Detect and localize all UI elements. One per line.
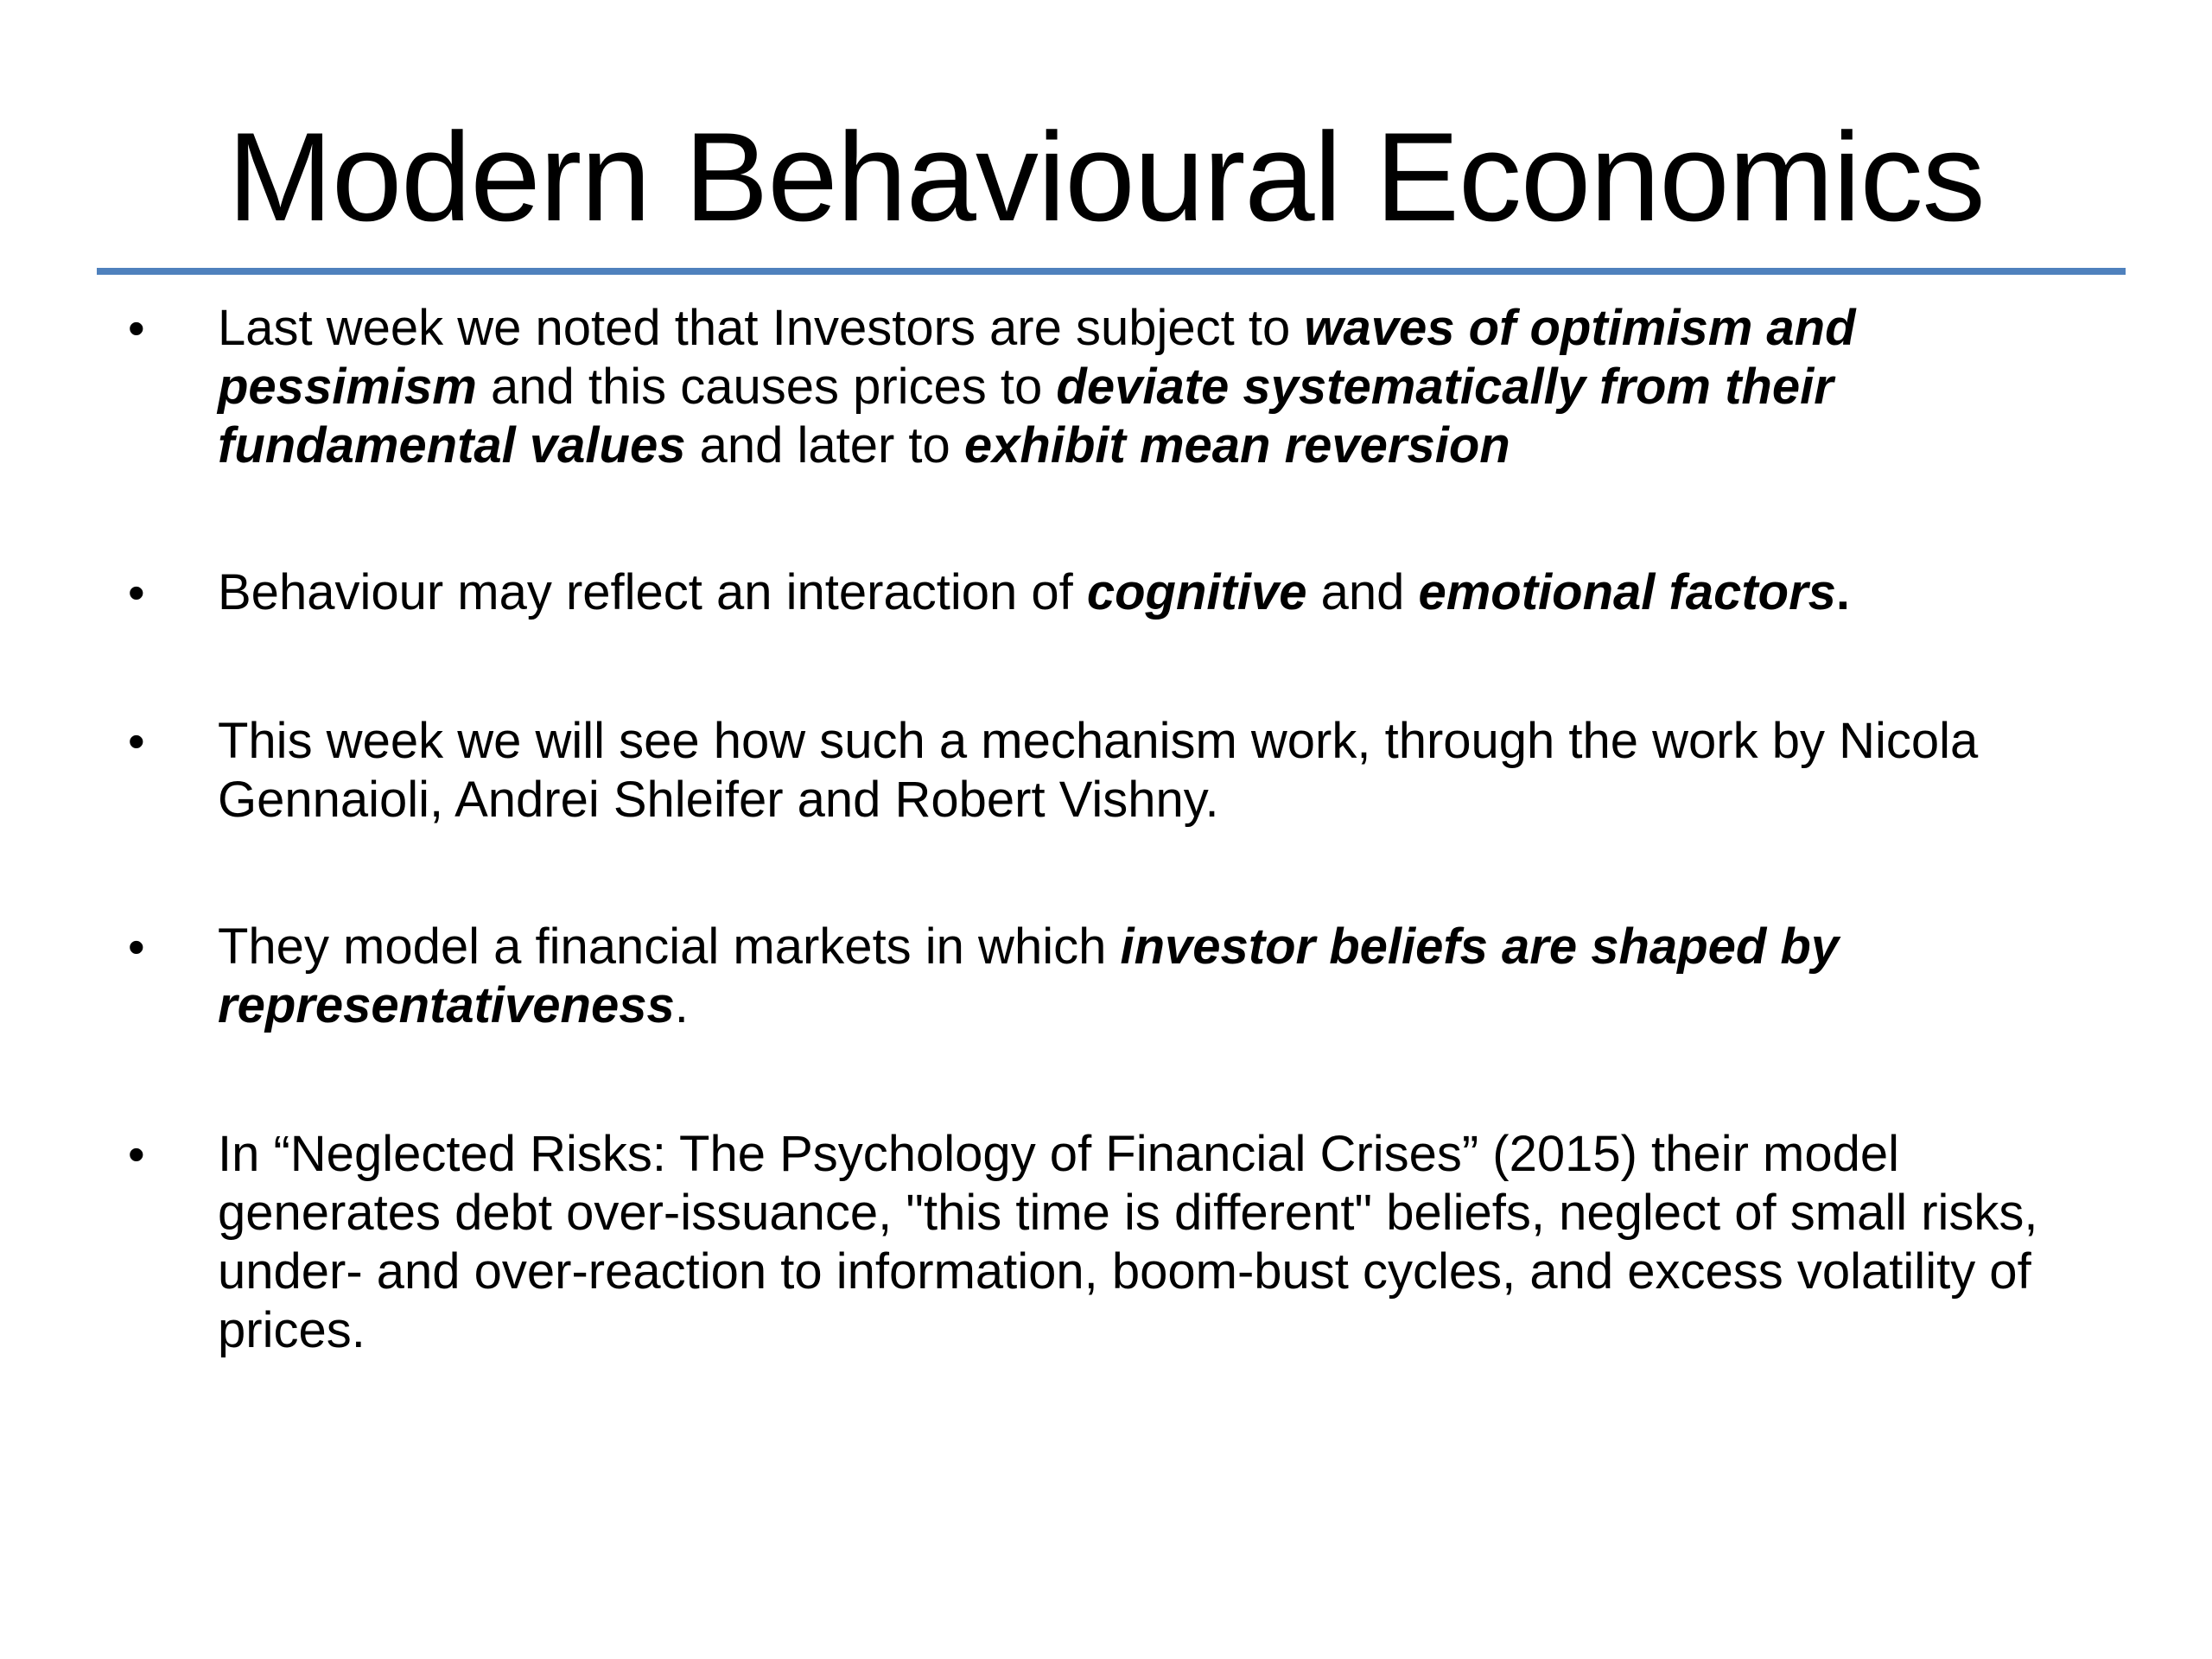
emphasis-text: deviate systematically from their fundamental values — [218, 359, 1834, 474]
bullet-marker: • — [128, 714, 145, 768]
bullet-text — [218, 299, 2101, 475]
text-segment: This week we will see how such a mechanism work, through the work by Nicola Gennaioli, Andrei Shleifer and Robert Vishny. — [218, 713, 1979, 828]
bullet-text — [218, 1125, 2101, 1360]
bullet-text — [218, 918, 2101, 1035]
bullet-marker: • — [128, 919, 145, 974]
slide-title: Modern Behavioural Economics — [227, 106, 1985, 247]
bullet-marker: • — [128, 301, 145, 355]
emphasis-text: cognitive — [1086, 564, 1307, 620]
bullet-marker: • — [128, 1127, 145, 1181]
text-segment: and this causes prices to — [476, 359, 1057, 415]
emphasis-text: emotional factors — [1418, 564, 1836, 620]
bullet-marker: • — [128, 565, 145, 620]
bullet-text — [218, 563, 2101, 622]
text-segment: and later to — [685, 417, 964, 474]
bullet-text — [218, 712, 2101, 830]
emphasis-text: investor beliefs are shaped by representativeness — [218, 918, 1840, 1033]
text-segment: and — [1306, 564, 1419, 620]
text-segment: Behaviour may reflect an interaction of — [218, 564, 1087, 620]
text-segment: . — [1835, 564, 1851, 620]
text-segment: In “Neglected Risks: The Psychology of Financial Crises” (2015) their model generates debt over-issuance, "this time is different" beliefs, neglect of small risks, under- and over-reaction to information, boom-bust cycles, and excess volatility of prices. — [218, 1126, 2038, 1358]
text-segment: Last week we noted that Investors are subject to — [218, 300, 1305, 356]
text-segment: . — [674, 977, 689, 1033]
title-divider — [97, 268, 2126, 275]
text-segment: They model a financial markets in which — [218, 918, 1121, 975]
emphasis-text: waves of optimism and pessimism — [218, 300, 1856, 415]
emphasis-text: exhibit mean reversion — [963, 417, 1510, 474]
